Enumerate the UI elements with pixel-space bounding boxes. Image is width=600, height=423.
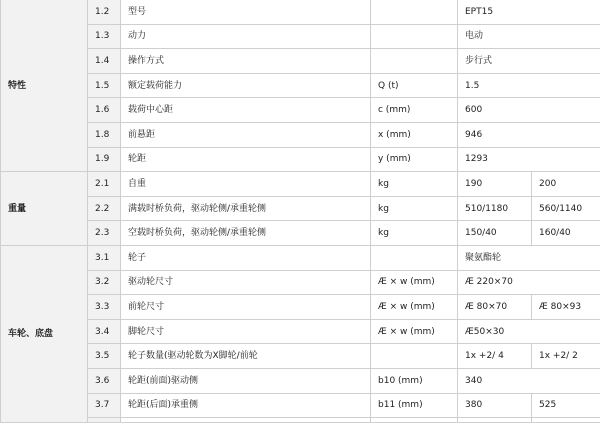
row-number: 3.3 xyxy=(88,295,121,320)
category-wheels: 车轮、底盘 xyxy=(1,245,88,422)
row-value: 340 xyxy=(458,368,600,393)
row-number: 3.4 xyxy=(88,319,121,344)
table-row xyxy=(1,98,600,123)
row-label: 轮子 xyxy=(121,245,371,270)
row-value-2: 1x +2/ 2 xyxy=(532,344,600,369)
row-unit: y (mm) xyxy=(371,147,458,172)
row-unit xyxy=(371,344,458,369)
table-row xyxy=(1,245,600,270)
row-label: 脚轮尺寸 xyxy=(121,319,371,344)
row-value: 电动 xyxy=(458,24,600,49)
row-label: 轮距 xyxy=(121,147,371,172)
row-value: 步行式 xyxy=(458,49,600,74)
row-number: 2.1 xyxy=(88,172,121,197)
row-value: 1293 xyxy=(458,147,600,172)
row-number xyxy=(88,418,121,423)
row-label: 空载时桥负荷，驱动轮侧/承重轮侧 xyxy=(121,221,371,246)
row-label: 轮距(后面)承重侧 xyxy=(121,393,371,418)
row-label: 额定载荷能力 xyxy=(121,73,371,98)
table-row xyxy=(1,172,600,197)
table-row xyxy=(1,393,600,418)
row-number: 2.2 xyxy=(88,196,121,221)
row-value: 1.5 xyxy=(458,73,600,98)
row-unit: Æ × w (mm) xyxy=(371,319,458,344)
row-unit: Æ × w (mm) xyxy=(371,295,458,320)
row-value-2: 160/40 xyxy=(532,221,600,246)
row-number: 3.5 xyxy=(88,344,121,369)
row-label: 前悬距 xyxy=(121,122,371,147)
row-value: 600 xyxy=(458,98,600,123)
row-number: 1.3 xyxy=(88,24,121,49)
row-number: 1.8 xyxy=(88,122,121,147)
row-value-1 xyxy=(458,418,532,423)
row-label: 操作方式 xyxy=(121,49,371,74)
table-row xyxy=(1,295,600,320)
row-value-1: 190 xyxy=(458,172,532,197)
row-unit xyxy=(371,0,458,24)
row-value-2: Æ 80×93 xyxy=(532,295,600,320)
row-number: 2.3 xyxy=(88,221,121,246)
row-number: 1.9 xyxy=(88,147,121,172)
row-label: 动力 xyxy=(121,24,371,49)
category-weight: 重量 xyxy=(1,172,88,246)
row-label: 满载时桥负荷，驱动轮侧/承重轮侧 xyxy=(121,196,371,221)
row-label: 轮子数量(驱动轮数为X脚轮/前轮 xyxy=(121,344,371,369)
table-row xyxy=(1,0,600,24)
row-value-2: 200 xyxy=(532,172,600,197)
row-value: Æ 220×70 xyxy=(458,270,600,295)
table-row xyxy=(1,319,600,344)
row-number: 3.1 xyxy=(88,245,121,270)
row-unit xyxy=(371,418,458,423)
row-number: 3.2 xyxy=(88,270,121,295)
row-label xyxy=(121,418,371,423)
row-unit: b11 (mm) xyxy=(371,393,458,418)
table-row xyxy=(1,368,600,393)
row-number: 3.7 xyxy=(88,393,121,418)
row-unit: b10 (mm) xyxy=(371,368,458,393)
category-characteristics: 特性 xyxy=(1,0,88,172)
table-row xyxy=(1,147,600,172)
row-value-1: 510/1180 xyxy=(458,196,532,221)
table-row xyxy=(1,24,600,49)
row-value-1: Æ 80×70 xyxy=(458,295,532,320)
row-unit: x (mm) xyxy=(371,122,458,147)
row-unit: kg xyxy=(371,172,458,197)
row-label: 载荷中心距 xyxy=(121,98,371,123)
table-row xyxy=(1,418,600,423)
row-value-2: 560/1140 xyxy=(532,196,600,221)
row-label: 型号 xyxy=(121,0,371,24)
table-row xyxy=(1,49,600,74)
row-value-1: 380 xyxy=(458,393,532,418)
row-unit xyxy=(371,245,458,270)
row-label: 轮距(前面)驱动侧 xyxy=(121,368,371,393)
row-unit: kg xyxy=(371,196,458,221)
row-number: 1.6 xyxy=(88,98,121,123)
row-value-2 xyxy=(532,418,600,423)
row-label: 前轮尺寸 xyxy=(121,295,371,320)
row-value-1: 1x +2/ 4 xyxy=(458,344,532,369)
row-number: 1.5 xyxy=(88,73,121,98)
row-unit: Q (t) xyxy=(371,73,458,98)
row-number: 1.4 xyxy=(88,49,121,74)
table-row xyxy=(1,270,600,295)
table-row xyxy=(1,73,600,98)
row-label: 驱动轮尺寸 xyxy=(121,270,371,295)
row-value: Æ50×30 xyxy=(458,319,600,344)
row-unit: Æ × w (mm) xyxy=(371,270,458,295)
row-number: 3.6 xyxy=(88,368,121,393)
row-number: 1.2 xyxy=(88,0,121,24)
row-unit: c (mm) xyxy=(371,98,458,123)
table-row xyxy=(1,344,600,369)
row-value: 946 xyxy=(458,122,600,147)
row-label: 自重 xyxy=(121,172,371,197)
row-value: EPT15 xyxy=(458,0,600,24)
table-row xyxy=(1,196,600,221)
row-value-1: 150/40 xyxy=(458,221,532,246)
row-unit: kg xyxy=(371,221,458,246)
table-row xyxy=(1,221,600,246)
row-unit xyxy=(371,49,458,74)
row-value-2: 525 xyxy=(532,393,600,418)
row-value: 聚氨酯轮 xyxy=(458,245,600,270)
table-row xyxy=(1,122,600,147)
row-unit xyxy=(371,24,458,49)
